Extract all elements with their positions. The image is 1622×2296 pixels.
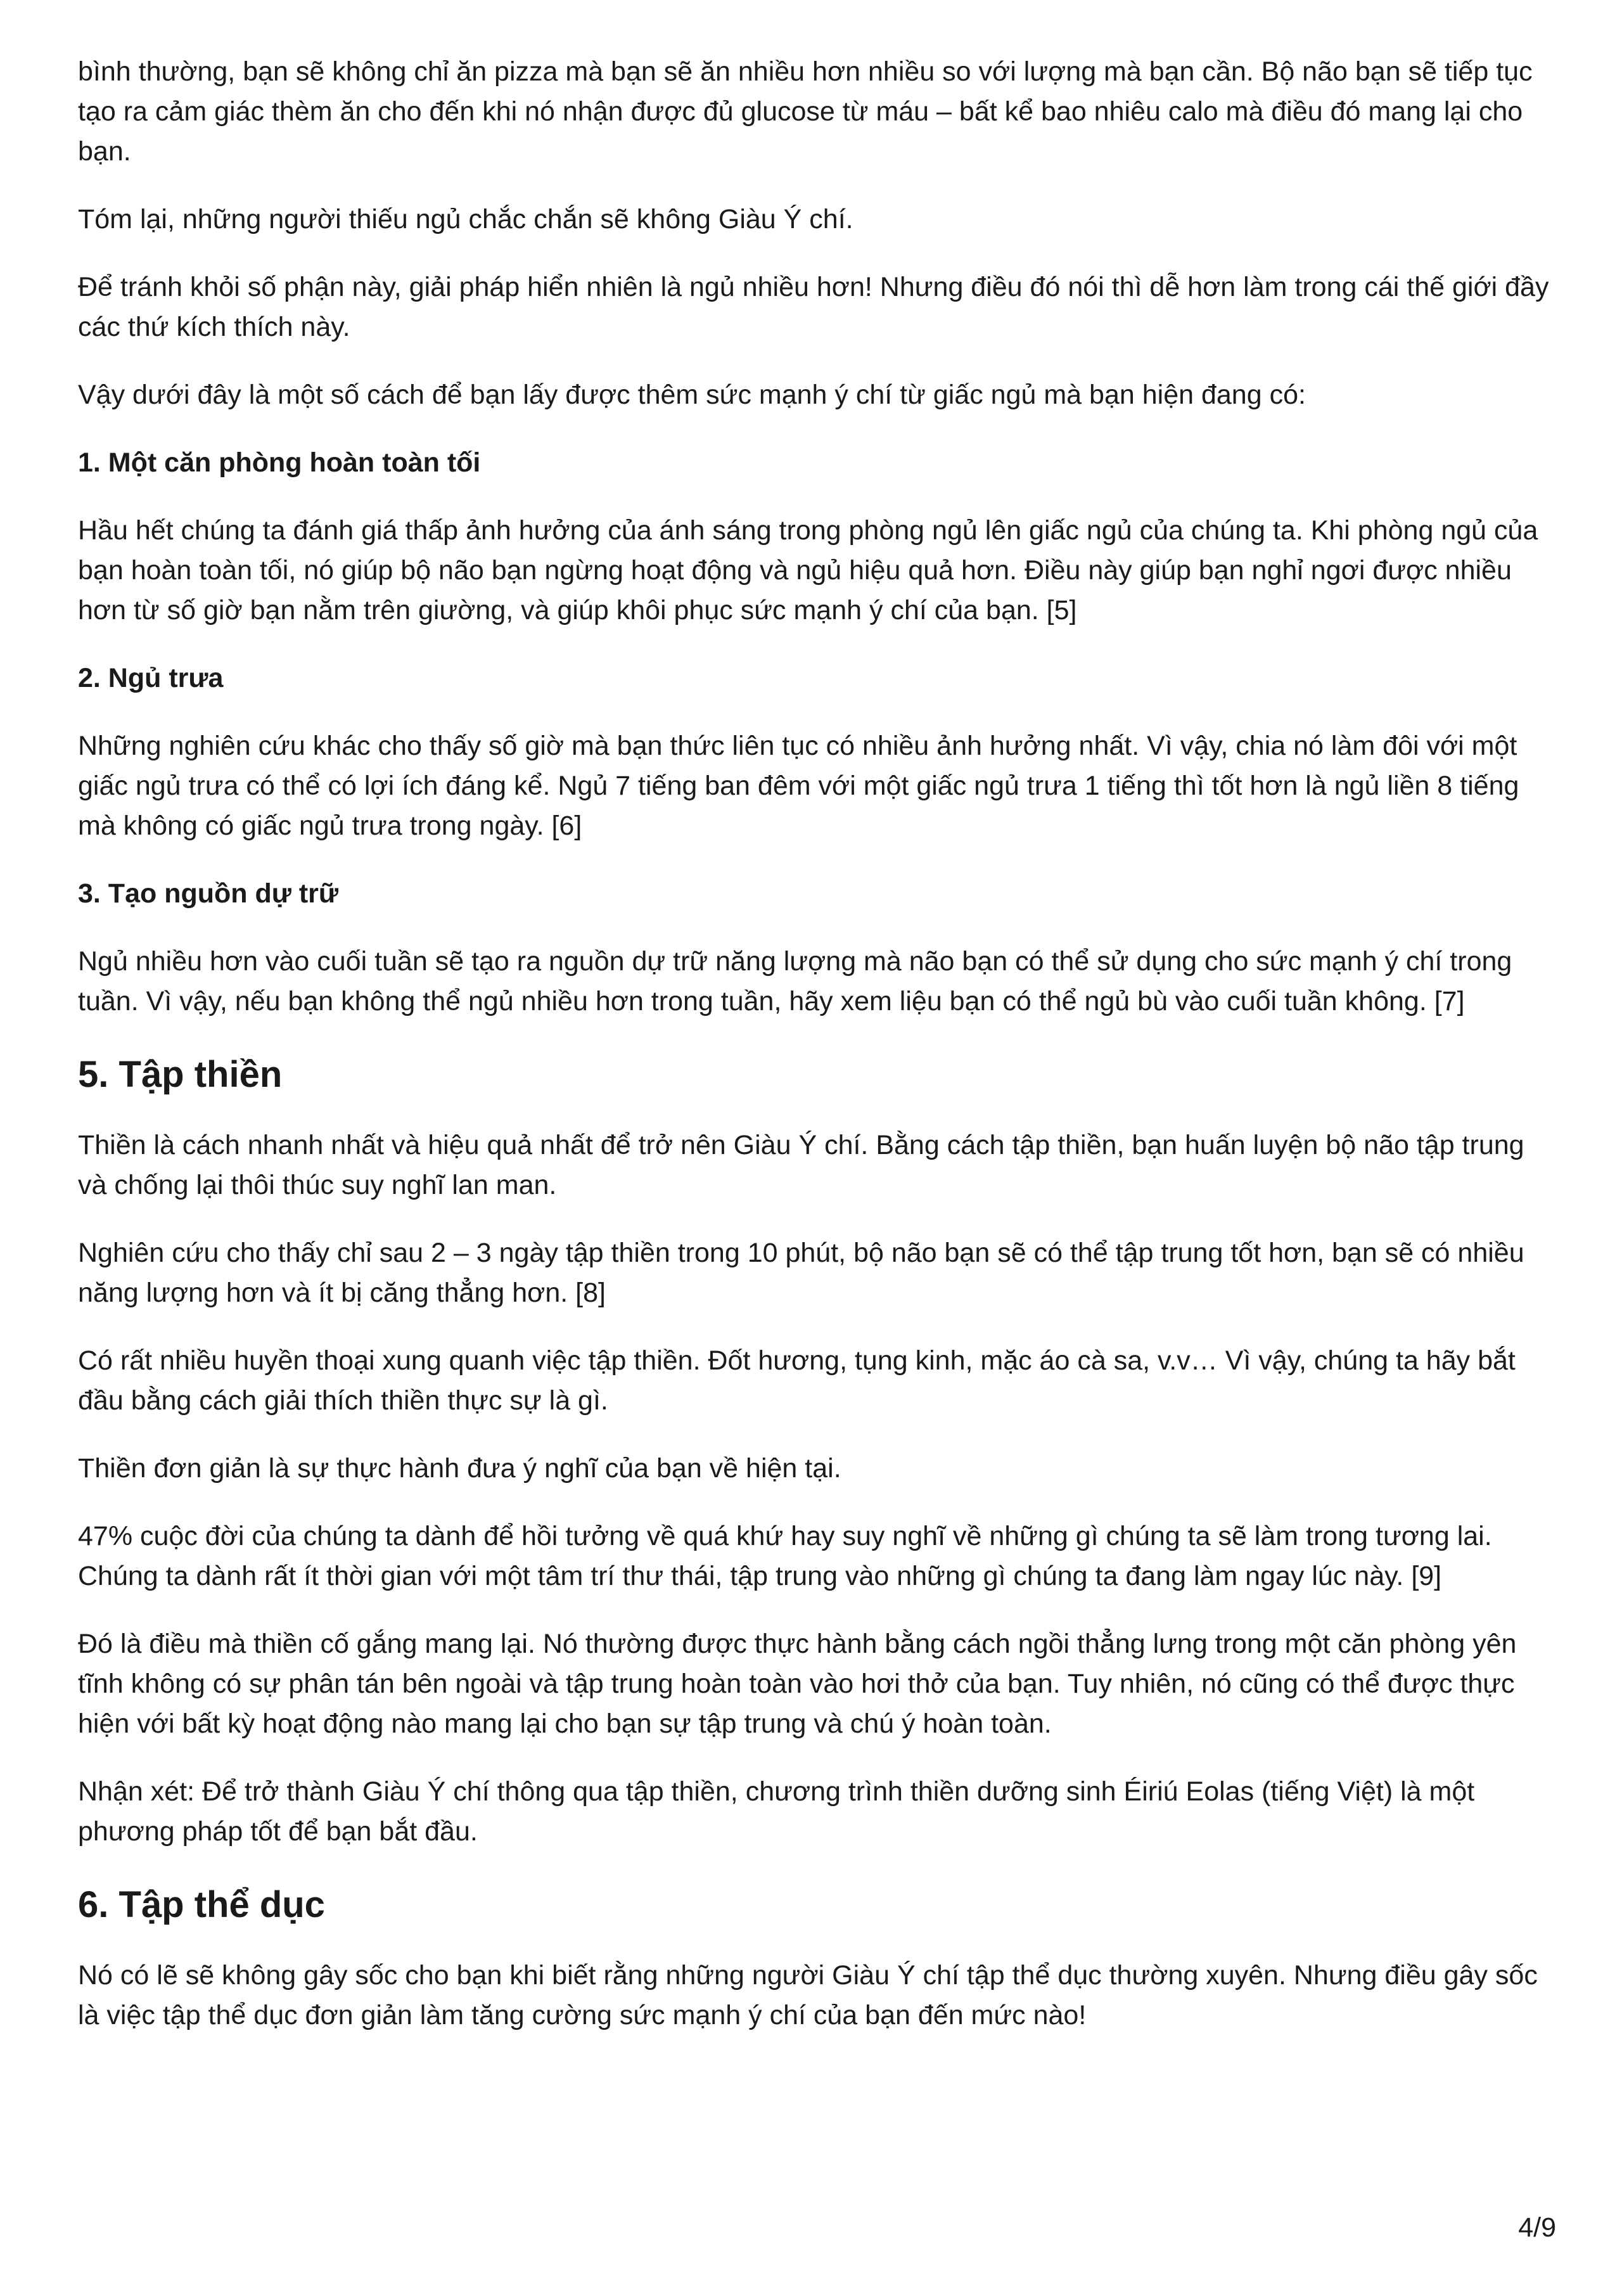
paragraph: Thiền là cách nhanh nhất và hiệu quả nhất để trở nên Giàu Ý chí. Bằng cách tập thiền, bạn huấn luyện bộ não tập trung và chống lại thôi thúc suy nghĩ lan man.	[78, 1130, 1524, 1200]
document-page	[78, 52, 1555, 2063]
paragraph: Hầu hết chúng ta đánh giá thấp ảnh hưởng của ánh sáng trong phòng ngủ lên giấc ngủ của chúng ta. Khi phòng ngủ của bạn hoàn toàn tối, nó giúp bộ não bạn ngừng hoạt động và ngủ hiệu quả hơn. Điều này giúp bạn nghỉ ngơi được nhiều hơn từ số giờ bạn nằm trên giường, và giúp khôi phục sức mạnh ý chí của bạn. [5]	[78, 515, 1538, 625]
paragraph: Nó có lẽ sẽ không gây sốc cho bạn khi biết rằng những người Giàu Ý chí tập thể dục thường xuyên. Nhưng điều gây sốc là việc tập thể dục đơn giản làm tăng cường sức mạnh ý chí của bạn đến mức nào!	[78, 1960, 1538, 2030]
paragraph: 47% cuộc đời của chúng ta dành để hồi tưởng về quá khứ hay suy nghĩ về những gì chúng ta sẽ làm trong tương lai. Chúng ta dành rất ít thời gian với một tâm trí thư thái, tập trung vào những gì chúng ta đang làm ngay lúc này. [9]	[78, 1521, 1492, 1591]
paragraph: Thiền đơn giản là sự thực hành đưa ý nghĩ của bạn về hiện tại.	[78, 1453, 841, 1484]
paragraph: Tóm lại, những người thiếu ngủ chắc chắn sẽ không Giàu Ý chí.	[78, 204, 853, 234]
paragraph: Nghiên cứu cho thấy chỉ sau 2 – 3 ngày tập thiền trong 10 phút, bộ não bạn sẽ có thể tập trung tốt hơn, bạn sẽ có nhiều năng lượng hơn và ít bị căng thẳng hơn. [8]	[78, 1238, 1524, 1308]
paragraph: Vậy dưới đây là một số cách để bạn lấy được thêm sức mạnh ý chí từ giấc ngủ mà bạn hiện đang có:	[78, 380, 1306, 410]
paragraph: Để tránh khỏi số phận này, giải pháp hiển nhiên là ngủ nhiều hơn! Nhưng điều đó nói thì dễ hơn làm trong cái thế giới đầy các thứ kích thích này.	[78, 272, 1549, 342]
paragraph: Nhận xét: Để trở thành Giàu Ý chí thông qua tập thiền, chương trình thiền dưỡng sinh Éiriú Eolas (tiếng Việt) là một phương pháp tốt để bạn bắt đầu.	[78, 1776, 1475, 1847]
paragraph: bình thường, bạn sẽ không chỉ ăn pizza mà bạn sẽ ăn nhiều hơn nhiều so với lượng mà bạn cần. Bộ não bạn sẽ tiếp tục tạo ra cảm giác thèm ăn cho đến khi nó nhận được đủ glucose từ máu – bất kể bao nhiêu calo mà điều đó mang lại cho bạn.	[78, 56, 1533, 167]
paragraph: Ngủ nhiều hơn vào cuối tuần sẽ tạo ra nguồn dự trữ năng lượng mà não bạn có thể sử dụng cho sức mạnh ý chí trong tuần. Vì vậy, nếu bạn không thể ngủ nhiều hơn trong tuần, hãy xem liệu bạn có thể ngủ bù vào cuối tuần không. [7]	[78, 946, 1512, 1017]
subheading-dark-room: 1. Một căn phòng hoàn toàn tối	[78, 447, 481, 478]
paragraph: Những nghiên cứu khác cho thấy số giờ mà bạn thức liên tục có nhiều ảnh hưởng nhất. Vì vậy, chia nó làm đôi với một giấc ngủ trưa có thể có lợi ích đáng kể. Ngủ 7 tiếng ban đêm với một giấc ngủ trưa 1 tiếng thì tốt hơn là ngủ liền 8 tiếng mà không có giấc ngủ trưa trong ngày. [6]	[78, 731, 1519, 841]
section-heading-exercise: 6. Tập thể dục	[78, 1884, 325, 1925]
subheading-reserve: 3. Tạo nguồn dự trữ	[78, 878, 339, 909]
paragraph: Có rất nhiều huyền thoại xung quanh việc tập thiền. Đốt hương, tụng kinh, mặc áo cà sa, v.v… Vì vậy, chúng ta hãy bắt đầu bằng cách giải thích thiền thực sự là gì.	[78, 1345, 1516, 1416]
section-heading-meditation: 5. Tập thiền	[78, 1054, 283, 1095]
subheading-nap: 2. Ngủ trưa	[78, 663, 224, 693]
paragraph: Đó là điều mà thiền cố gắng mang lại. Nó thường được thực hành bằng cách ngồi thẳng lưng trong một căn phòng yên tĩnh không có sự phân tán bên ngoài và tập trung hoàn toàn vào hơi thở của bạn. Tuy nhiên, nó cũng có thể được thực hiện với bất kỳ hoạt động nào mang lại cho bạn sự tập trung và chú ý hoàn toàn.	[78, 1629, 1517, 1739]
page-number: 4/9	[1518, 2212, 1556, 2243]
